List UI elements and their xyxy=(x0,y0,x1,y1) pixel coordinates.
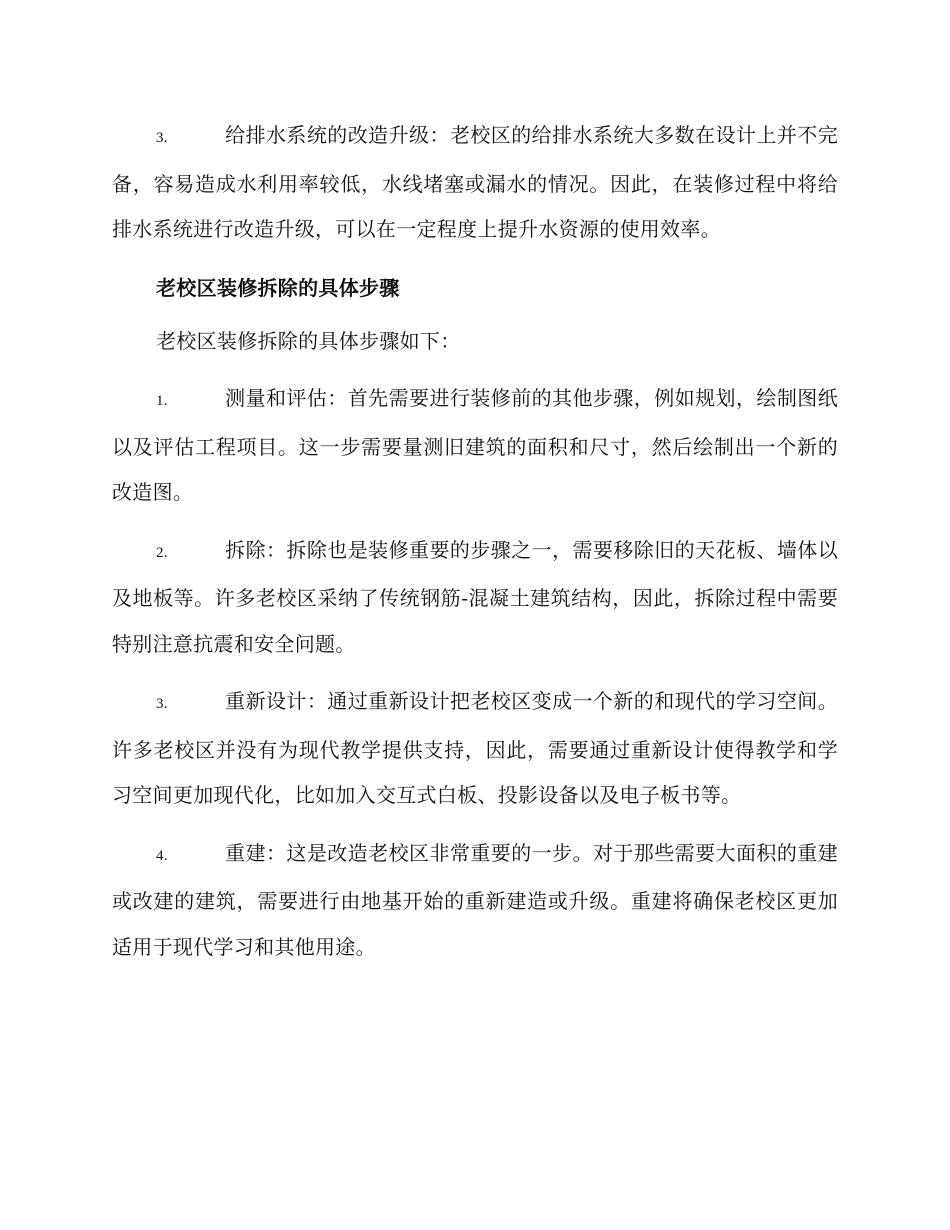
list-item-number: 4. xyxy=(156,847,168,864)
list-item-number: 1. xyxy=(156,393,168,409)
list-item-water-system xyxy=(112,113,838,253)
list-item-number: 3. xyxy=(156,696,168,712)
list-item-number: 2. xyxy=(156,544,168,561)
list-item-rebuild xyxy=(112,831,838,971)
section-intro: 老校区装修拆除的具体步骤如下： xyxy=(156,328,461,353)
list-item-number: 3. xyxy=(156,130,168,146)
list-item-text: 重新设计：通过重新设计把老校区变成一个新的和现代的学习空间。许多老校区并没有为现代教学提供支持，因此，需要通过重新设计使得教学和学习空间更加现代化，比如加入交互式白板、投影设备以及电子板书等。 xyxy=(112,689,838,807)
section-heading: 老校区装修拆除的具体步骤 xyxy=(156,275,400,300)
list-item-demolition xyxy=(112,528,838,668)
list-item-redesign xyxy=(112,679,838,819)
list-item-text: 拆除：拆除也是装修重要的步骤之一，需要移除旧的天花板、墙体以及地板等。许多老校区采纳了传统钢筋-混凝土建筑结构，因此，拆除过程中需要特别注意抗震和安全问题。 xyxy=(112,537,838,656)
list-item-text: 重建：这是改造老校区非常重要的一步。对于那些需要大面积的重建或改建的建筑，需要进行由地基开始的重新建造或升级。重建将确保老校区更加适用于现代学习和其他用途。 xyxy=(112,840,838,959)
document-page xyxy=(112,113,838,982)
list-item-text: 给排水系统的改造升级：老校区的给排水系统大多数在设计上并不完备，容易造成水利用率较低，水线堵塞或漏水的情况。因此，在装修过程中将给排水系统进行改造升级，可以在一定程度上提升水资源的使用效率。 xyxy=(112,123,838,241)
list-item-text: 测量和评估：首先需要进行装修前的其他步骤，例如规划，绘制图纸以及评估工程项目。这一步需要量测旧建筑的面积和尺寸，然后绘制出一个新的改造图。 xyxy=(112,386,838,504)
list-item-measure xyxy=(112,376,838,516)
